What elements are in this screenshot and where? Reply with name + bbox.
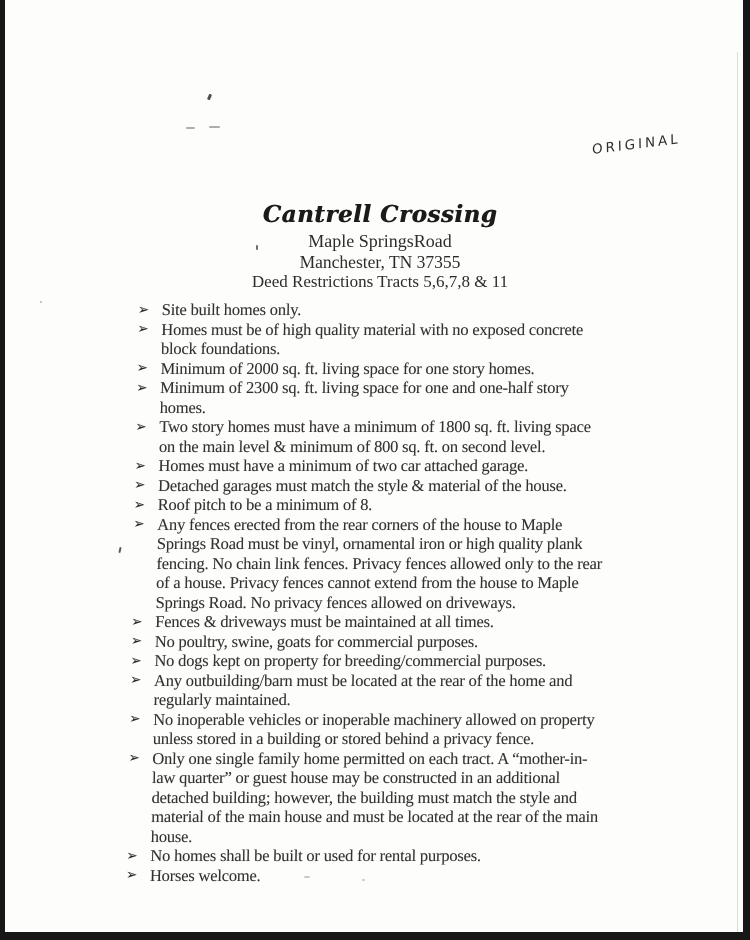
arrow-bullet-icon: ➢ bbox=[137, 301, 150, 318]
restriction-text: Fences & driveways must be maintained at all times. bbox=[155, 612, 494, 631]
restriction-text: Horses welcome. bbox=[149, 865, 261, 885]
list-item bbox=[131, 515, 607, 613]
arrow-bullet-icon: ➢ bbox=[133, 477, 146, 493]
scan-artifact bbox=[256, 245, 258, 250]
handwritten-original-annotation: ORIGINAL bbox=[591, 131, 681, 159]
restriction-text: Minimum of 2300 sq. ft. living space for one and one-half story homes. bbox=[159, 378, 569, 417]
arrow-bullet-icon: ➢ bbox=[137, 321, 149, 337]
address-line-1: Maple SpringsRoad bbox=[308, 231, 452, 251]
restriction-text: Any outbuilding/barn must be located at the rear of the home and regularly maintained. bbox=[153, 670, 573, 709]
address-line-2: Manchester, TN 37355 bbox=[299, 252, 461, 272]
arrow-bullet-icon: ➢ bbox=[128, 750, 140, 766]
list-item bbox=[126, 846, 600, 866]
restrictions-list bbox=[126, 300, 612, 885]
restriction-text: Minimum of 2000 sq. ft. living space for one story homes. bbox=[160, 358, 535, 378]
list-item bbox=[136, 359, 610, 379]
scan-artifact bbox=[362, 879, 365, 881]
scan-fold-line bbox=[737, 52, 738, 932]
restriction-text: No homes shall be built or used for rental purposes. bbox=[150, 846, 482, 865]
scan-artifact bbox=[118, 547, 121, 553]
restriction-text: Any fences erected from the rear corners of the house to Maple Springs Road must be vinyl, ornamental iron or high quality plank fencing. No chain link fences. Privacy fences allowed only to the rear of a house. Privacy fences cannot extend from the house to Maple Springs Road. No privacy fences allowed on driveways. bbox=[155, 514, 603, 612]
arrow-bullet-icon: ➢ bbox=[130, 652, 142, 669]
list-item bbox=[130, 651, 604, 671]
arrow-bullet-icon: ➢ bbox=[135, 379, 148, 396]
scan-edge-left bbox=[0, 0, 5, 940]
list-item bbox=[135, 417, 610, 456]
restriction-text: Homes must have a minimum of two car attached garage. bbox=[158, 456, 529, 475]
arrow-bullet-icon: ➢ bbox=[129, 672, 142, 688]
arrow-bullet-icon: ➢ bbox=[135, 418, 147, 435]
list-item bbox=[136, 378, 611, 417]
arrow-bullet-icon: ➢ bbox=[133, 516, 145, 532]
arrow-bullet-icon: ➢ bbox=[130, 633, 143, 649]
list-item bbox=[134, 476, 608, 496]
list-item bbox=[134, 495, 608, 515]
arrow-bullet-icon: ➢ bbox=[126, 847, 138, 864]
arrow-bullet-icon: ➢ bbox=[129, 711, 141, 727]
restriction-text: Only one single family home permitted on each tract. A “mother-in-law quarter” or guest house may be constructed in an additional detached building; however, the building must match the style and material of the main house and must be located at the rear of the main house. bbox=[150, 748, 599, 846]
scan-artifact bbox=[40, 301, 42, 303]
list-item bbox=[137, 320, 612, 359]
scan-edge-bottom bbox=[0, 932, 750, 940]
scan-artifact bbox=[207, 94, 212, 101]
list-item bbox=[129, 710, 604, 749]
arrow-bullet-icon: ➢ bbox=[136, 360, 149, 376]
restriction-text: No dogs kept on property for breeding/commercial purposes. bbox=[154, 651, 547, 670]
arrow-bullet-icon: ➢ bbox=[131, 613, 143, 630]
list-item bbox=[129, 671, 604, 710]
restriction-text: Roof pitch to be a minimum of 8. bbox=[157, 495, 373, 514]
restriction-text: Site built homes only. bbox=[161, 300, 302, 319]
scan-artifact bbox=[304, 876, 310, 878]
list-item bbox=[134, 456, 608, 476]
document-title: Cantrell Crossing bbox=[262, 201, 498, 228]
list-item bbox=[131, 612, 605, 632]
restriction-text: Detached garages must match the style & material of the house. bbox=[157, 475, 567, 495]
document-subtitle: Deed Restrictions Tracts 5,6,7,8 & 11 bbox=[251, 272, 509, 291]
scan-artifact bbox=[209, 126, 220, 128]
arrow-bullet-icon: ➢ bbox=[125, 867, 138, 883]
arrow-bullet-icon: ➢ bbox=[133, 496, 146, 513]
list-item bbox=[138, 300, 612, 320]
scan-edge-right bbox=[743, 0, 750, 940]
arrow-bullet-icon: ➢ bbox=[134, 457, 147, 474]
restriction-text: No inoperable vehicles or inoperable machinery allowed on property unless stored in a building or stored behind a privacy fence. bbox=[152, 709, 595, 748]
restriction-text: No poultry, swine, goats for commercial purposes. bbox=[154, 631, 479, 651]
list-item bbox=[131, 632, 605, 652]
list-item bbox=[127, 749, 603, 847]
list-item bbox=[126, 866, 600, 886]
restriction-text: Homes must be of high quality material with no exposed concrete block foundations. bbox=[160, 319, 584, 358]
scan-artifact bbox=[186, 127, 195, 129]
restriction-text: Two story homes must have a minimum of 1800 sq. ft. living space on the main level & minimum of 800 sq. ft. on second level. bbox=[158, 417, 592, 456]
document-header bbox=[5, 201, 750, 292]
